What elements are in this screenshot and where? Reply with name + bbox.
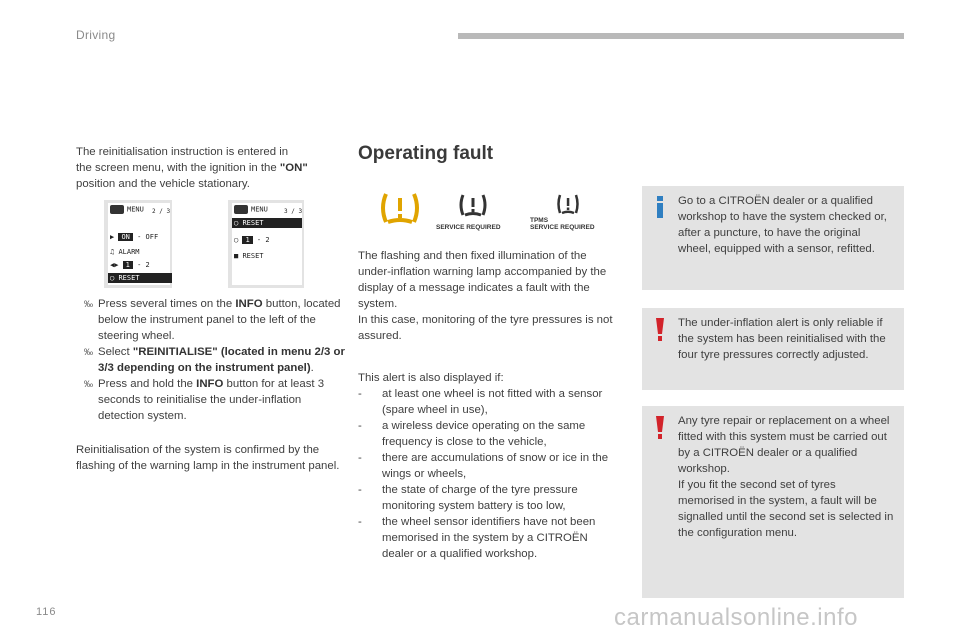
screen-a: MENU 2 / 3 ▶ ON - OFF ♫ ALARM ◀▶ 1 - 2 ◯ RESET: [108, 203, 170, 285]
warning-exclamation-icon: [656, 416, 664, 440]
tyre-warning-service-icon: [458, 193, 488, 217]
page-title: Operating fault: [358, 143, 494, 164]
screen-a-menu-label: MENU: [127, 205, 144, 214]
factory-icon: ■: [234, 252, 239, 260]
screen-b-reset-2: RESET: [242, 252, 264, 260]
service-required-label: SERVICE REQUIRED: [436, 224, 501, 231]
alert-list-intro: This alert is also displayed if:: [358, 372, 504, 384]
screen-a-off: OFF: [145, 233, 159, 241]
screen-b-page-label: 3 / 3: [284, 208, 303, 215]
list-item: - there are accumulations of snow or ice in the wings or wheels,: [358, 452, 609, 480]
page-number: 116: [36, 606, 57, 618]
section-title: Driving: [76, 28, 116, 42]
fault-paragraph-2: In this case, monitoring of the tyre pressures is not assured.: [358, 314, 613, 342]
screen-a-on: ON: [118, 233, 132, 241]
warning-note: [642, 308, 904, 390]
alert-conditions: [358, 370, 620, 562]
screen-b: MENU 3 / 3 ◯ RESET ◯ 1 - 2 ■ RESET: [232, 203, 302, 285]
screen-a-value: 1: [123, 261, 133, 269]
info-note: [642, 186, 904, 290]
bullet-icon: ‰: [84, 379, 93, 389]
screen-a-suffix: 2: [145, 261, 150, 269]
warning-exclamation-icon: [656, 318, 664, 342]
screen-b-menu-label: MENU: [251, 205, 268, 214]
steps-list: [76, 296, 346, 424]
watermark: carmanualsonline.info: [614, 604, 858, 631]
warning-note: [642, 406, 904, 598]
info-note-text: Go to a CITROËN dealer or a qualified workshop to have the system checked or, after a puncture, to have the original wheel, equipped with a sensor, refitted.: [678, 195, 887, 255]
alarm-icon: ♫: [110, 248, 115, 256]
screen-a-page-label: 2 / 3: [152, 208, 171, 215]
step-item: ‰ Select "REINITIALISE" (located in menu 2/3 or 3/3 depending on the instrument panel).: [84, 346, 345, 374]
tyre-warning-small-icon: ◯: [234, 236, 239, 244]
warning-note-text: Any tyre repair or replacement on a wheel fitted with this system must be carried out by a CITROËN dealer or a qualified workshop. If you fit the second set of tyres memorised in the system, a fault will be signalled until the second set is selected in the configuration menu.: [678, 415, 894, 539]
header-bar: [458, 33, 904, 39]
step-item: ‰ Press and hold the INFO button for at least 3 seconds to reinitialise the under-inflation detection system.: [84, 378, 325, 422]
tyre-warning-amber-icon: [378, 190, 422, 226]
fault-description: [358, 248, 620, 344]
tyre-warning-small-icon: ◯: [110, 274, 115, 282]
screen-a-alarm: ALARM: [118, 248, 140, 256]
intro-line-2: the screen menu, with the ignition in the: [76, 162, 280, 174]
list-item: - the state of charge of the tyre pressure monitoring system battery is too low,: [358, 484, 578, 512]
fault-paragraph-1: The flashing and then fixed illumination of the under-inflation warning lamp accompanied by the display of a message indicates a fault with the system.: [358, 250, 607, 310]
intro-line-1: The reinitialisation instruction is entered in: [76, 146, 289, 158]
intro-line-3: position and the vehicle stationary.: [76, 178, 250, 190]
warning-note-text: The under-inflation alert is only reliable if the system has been reinitialised with the four tyre pressures correctly adjusted.: [678, 317, 886, 361]
screen-b-suffix: 2: [265, 236, 270, 244]
volume-icon: ▶: [110, 233, 115, 241]
list-item: - the wheel sensor identifiers have not been memorised in the system by a CITROËN dealer or a qualified workshop.: [358, 516, 596, 560]
list-item: - a wireless device operating on the same frequency is close to the vehicle,: [358, 420, 586, 448]
screen-b-value: 1: [242, 236, 252, 244]
tpms-service-icon: [556, 193, 580, 215]
info-icon: [656, 196, 664, 218]
intro-paragraph: [76, 144, 340, 192]
tyre-warning-small-icon: ◯: [234, 219, 239, 227]
list-item: - at least one wheel is not fitted with a sensor (spare wheel in use),: [358, 388, 603, 416]
step-item: ‰ Press several times on the INFO button, located below the instrument panel to the left of the steering wheel.: [84, 298, 341, 342]
menu-icon: [234, 205, 248, 214]
bullet-icon: ‰: [84, 347, 93, 357]
outro-paragraph: Reinitialisation of the system is confirmed by the flashing of the warning lamp in the instrument panel.: [76, 444, 340, 472]
tpms-label: TPMS SERVICE REQUIRED: [530, 217, 595, 231]
intro-on-label: "ON": [279, 162, 308, 174]
menu-icon: [110, 205, 124, 214]
bullet-icon: ‰: [84, 299, 93, 309]
screen-a-reset: RESET: [118, 274, 140, 282]
arrows-icon: ◀▶: [110, 261, 119, 269]
screen-b-reset-1: RESET: [242, 219, 264, 227]
